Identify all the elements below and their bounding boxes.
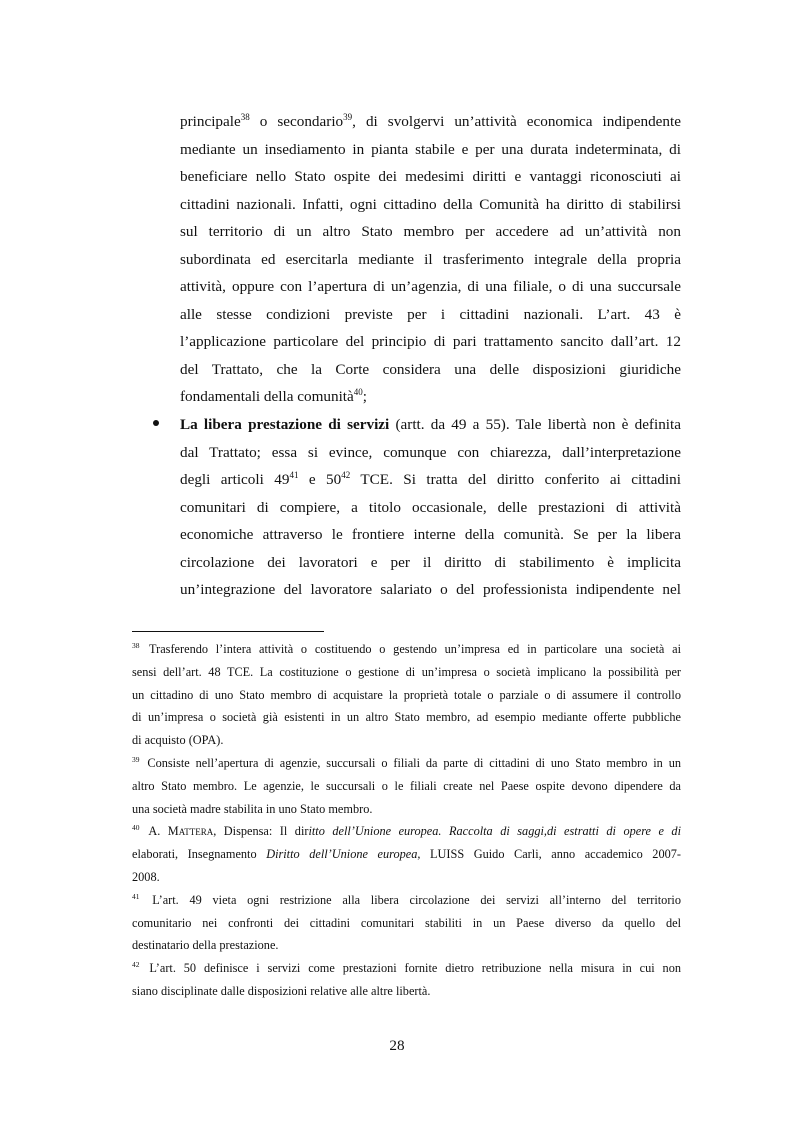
text-line: fondamentali della comunità$^{40}$; <box>180 387 367 405</box>
footnote-39: $^{39}$ Consiste nell’apertura di agenzie, succursali o filiali da parte di cittadini di uno Stato membro in un altro Stato membro. Le agenzie, le succursali o le filiali create nel Paese ospite devono dipendere da una società madre stabilita in uno Stato membro. <box>132 754 682 816</box>
text-line: beneficiare nello Stato ospite dei medesimi diritti e vantaggi riconosciuti ai <box>180 168 681 185</box>
text-line: degli articoli $49^{41}$ e $50^{42}$ TCE. Si tratta del diritto conferito ai cittadini <box>180 470 681 488</box>
text-line: subordinata ed esercitarla mediante il trasferimento integrale della propria <box>180 250 681 268</box>
text-line: La libera prestazione di servizi (artt. da 49 a 55). Tale libertà non è definita <box>180 416 681 433</box>
footnote-40: $^{40}$ A. Mattera, Dispensa: Il diritto dell’Unione europea. Raccolta di saggi,di estratti di opere e di elaborati, Insegnamento Diritto dell’Unione europea, LUISS Guido Carli, anno accademico 2007- 2008. <box>132 823 681 884</box>
footnote-38: $^{38}$ Trasferendo l’intera attività o costituendo o gestendo un’impresa ed in particolare una società ai sensi dell’art. 48 TCE. La costituzione o gestione di un’impresa o società implicano la possibilità per un cittadino di uno Stato membro di acquistare la proprietà totale o parziale o di assumere il controllo di un’impresa o società già esistenti in un altro Stato membro, ad esempio mediante offerte pubbliche di acquisto (OPA). <box>132 641 681 748</box>
paragraph-establishment <box>180 108 681 411</box>
footnote-ref-39[interactable]: 39 <box>343 112 353 122</box>
footnote-separator <box>132 631 324 632</box>
page-number: 28 <box>389 1037 405 1054</box>
footnotes <box>132 638 681 1003</box>
text-line: dal Trattato; essa si evince, comunque con chiarezza, dall’interpretazione <box>180 443 681 461</box>
text-line: alle stesse condizioni previste per i cittadini nazionali. L’art. 43 è <box>180 305 681 323</box>
footnote-ref-38[interactable]: 38 <box>240 112 250 122</box>
footnote-ref-41[interactable]: 41 <box>289 470 299 480</box>
footnote-number: 38 <box>132 641 140 650</box>
text-line: cittadini nazionali. Infatti, ogni cittadino della Comunità ha diritto di stabilirsi <box>180 195 681 213</box>
footnote-number: 39 <box>132 754 140 764</box>
text-line: economiche attraverso le frontiere interne della comunità. Se per la libera <box>180 526 681 543</box>
footnote-number: 42 <box>132 960 140 970</box>
text-line: l’applicazione particolare del principio di pari trattamento sancito dall’art. 12 <box>180 333 681 350</box>
text-line: comunitari di compiere, a titolo occasionale, delle prestazioni di attività <box>180 498 681 516</box>
bullet-free-services <box>180 411 681 604</box>
footnote-41: $^{41}$ L’art. 49 vieta ogni restrizione alla libera circolazione dei servizi all’interno del territorio comunitario nei confronti dei cittadini comunitari stabiliti in un Paese diverso da quello del destinatario della prestazione. <box>132 891 681 953</box>
text-line: circolazione dei lavoratori e per il diritto di stabilimento è implicita <box>180 553 681 571</box>
footnote-42: $^{42}$ L’art. 50 definisce i servizi come prestazioni fornite dietro retribuzione nella misura in cui non siano disciplinate dalle disposizioni relative alle altre libertà. <box>132 960 681 998</box>
text-line: sul territorio di un altro Stato membro per accedere ad un’attività non <box>180 223 681 240</box>
text-line: principale$^{38}$ o secondario$^{39}$, di svolgervi un’attività economica indipendente <box>180 112 681 130</box>
bullet-icon <box>153 420 159 426</box>
text-line: mediante un insediamento in pianta stabile e per una durata indeterminata, di <box>180 140 681 158</box>
footnote-number: 40 <box>132 823 140 833</box>
text-line: del Trattato, che la Corte considera una delle disposizioni giuridiche <box>180 360 681 378</box>
footnote-number: 41 <box>132 891 140 901</box>
footnote-ref-40[interactable]: 40 <box>353 387 363 397</box>
text-line: un’integrazione del lavoratore salariato o del professionista indipendente nel <box>180 581 681 598</box>
bullet-title: La libera prestazione di servizi <box>180 416 390 433</box>
footnote-ref-42[interactable]: 42 <box>341 470 351 480</box>
text-line: attività, oppure con l’apertura di un’agenzia, di una filiale, o di una succursale <box>180 278 681 295</box>
